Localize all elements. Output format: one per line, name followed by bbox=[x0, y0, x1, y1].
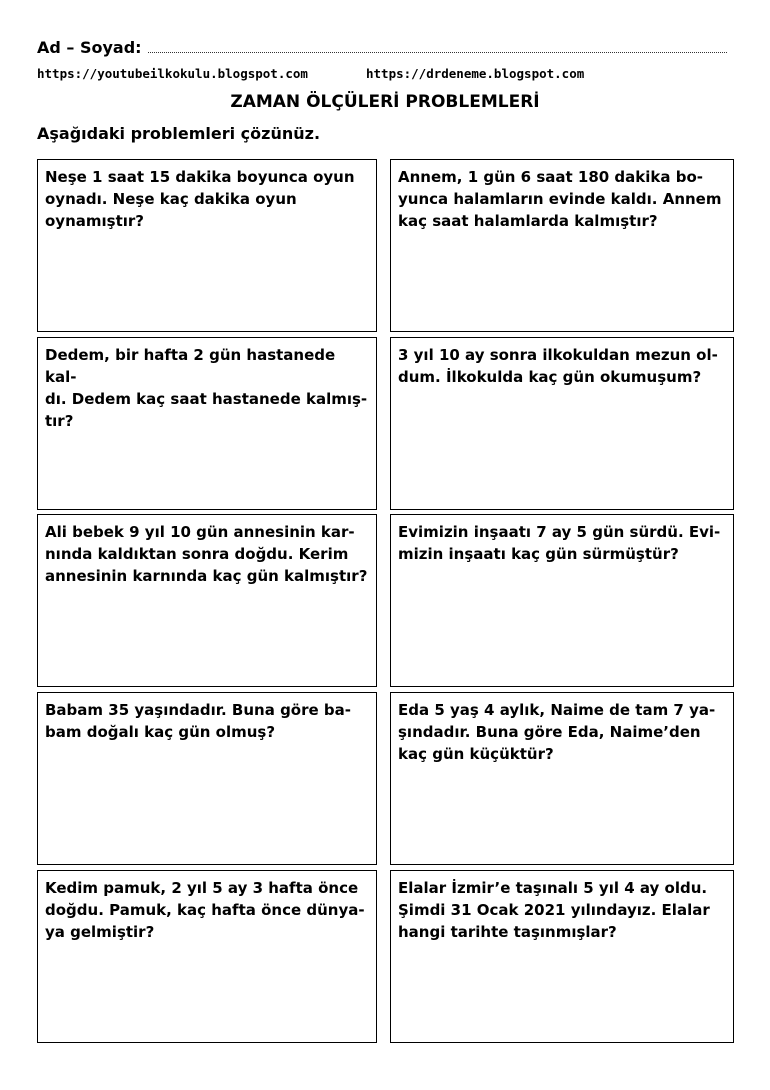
url-youtubeilkokulu: https://youtubeilkokulu.blogspot.com bbox=[37, 66, 308, 81]
problem-line: Babam 35 yaşındadır. Buna göre ba- bbox=[45, 701, 351, 719]
problem-line: ya gelmiştir? bbox=[45, 923, 155, 941]
page-title: ZAMAN ÖLÇÜLERİ PROBLEMLERİ bbox=[230, 92, 540, 112]
problem-text-5 bbox=[45, 521, 369, 587]
problem-line: Ali bebek 9 yıl 10 gün annesinin kar- bbox=[45, 523, 355, 541]
problem-line: kaç saat halamlarda kalmıştır? bbox=[398, 212, 658, 230]
problem-text-8 bbox=[398, 699, 726, 765]
problem-text-6 bbox=[398, 521, 726, 565]
problem-line: doğdu. Pamuk, kaç hafta önce dünya- bbox=[45, 901, 365, 919]
problem-text-7 bbox=[45, 699, 369, 743]
problem-text-1 bbox=[45, 166, 369, 232]
problem-line: nında kaldıktan sonra doğdu. Kerim bbox=[45, 545, 349, 563]
problem-line: Annem, 1 gün 6 saat 180 dakika bo- bbox=[398, 168, 703, 186]
problem-text-9 bbox=[45, 877, 369, 943]
problem-line: bam doğalı kaç gün olmuş? bbox=[45, 723, 276, 741]
problem-line: oynamıştır? bbox=[45, 212, 144, 230]
problem-line: Dedem, bir hafta 2 gün hastanede kal- bbox=[45, 346, 336, 386]
problem-line: dı. Dedem kaç saat hastanede kalmış- bbox=[45, 390, 368, 408]
problem-line: yunca halamların evinde kaldı. Annem bbox=[398, 190, 722, 208]
instruction-text: Aşağıdaki problemleri çözünüz. bbox=[37, 124, 321, 143]
problem-box-10 bbox=[390, 870, 734, 1043]
url-drdeneme: https://drdeneme.blogspot.com bbox=[366, 66, 585, 81]
problem-text-2 bbox=[398, 166, 726, 232]
problem-text-10 bbox=[398, 877, 726, 943]
problem-line: Elalar İzmir’e taşınalı 5 yıl 4 ay oldu. bbox=[398, 879, 708, 897]
problem-line: annesinin karnında kaç gün kalmıştır? bbox=[45, 567, 368, 585]
problem-box-6 bbox=[390, 514, 734, 687]
problem-line: Şimdi 31 Ocak 2021 yılındayız. Elalar bbox=[398, 901, 710, 919]
problem-box-4 bbox=[390, 337, 734, 510]
problem-text-3 bbox=[45, 344, 369, 432]
problem-line: kaç gün küçüktür? bbox=[398, 745, 554, 763]
problem-line: Kedim pamuk, 2 yıl 5 ay 3 hafta önce bbox=[45, 879, 359, 897]
problem-line: oynadı. Neşe kaç dakika oyun bbox=[45, 190, 297, 208]
problem-line: şındadır. Buna göre Eda, Naime’den bbox=[398, 723, 701, 741]
name-label: Ad – Soyad: bbox=[37, 38, 142, 57]
problem-box-3 bbox=[37, 337, 377, 510]
problem-box-5 bbox=[37, 514, 377, 687]
problem-line: Eda 5 yaş 4 aylık, Naime de tam 7 ya- bbox=[398, 701, 716, 719]
problem-box-2 bbox=[390, 159, 734, 332]
problem-box-1 bbox=[37, 159, 377, 332]
problem-line: tır? bbox=[45, 412, 74, 430]
problem-line: Evimizin inşaatı 7 ay 5 gün sürdü. Evi- bbox=[398, 523, 721, 541]
problem-line: 3 yıl 10 ay sonra ilkokuldan mezun ol- bbox=[398, 346, 718, 364]
problem-box-8 bbox=[390, 692, 734, 865]
problem-line: hangi tarihte taşınmışlar? bbox=[398, 923, 617, 941]
problem-line: Neşe 1 saat 15 dakika boyunca oyun bbox=[45, 168, 355, 186]
name-dotted-line[interactable] bbox=[148, 40, 727, 53]
problem-line: mizin inşaatı kaç gün sürmüştür? bbox=[398, 545, 679, 563]
problem-box-9 bbox=[37, 870, 377, 1043]
problem-box-7 bbox=[37, 692, 377, 865]
name-field[interactable] bbox=[37, 38, 727, 58]
problem-line: dum. İlkokulda kaç gün okumuşum? bbox=[398, 368, 702, 386]
problem-text-4 bbox=[398, 344, 726, 388]
